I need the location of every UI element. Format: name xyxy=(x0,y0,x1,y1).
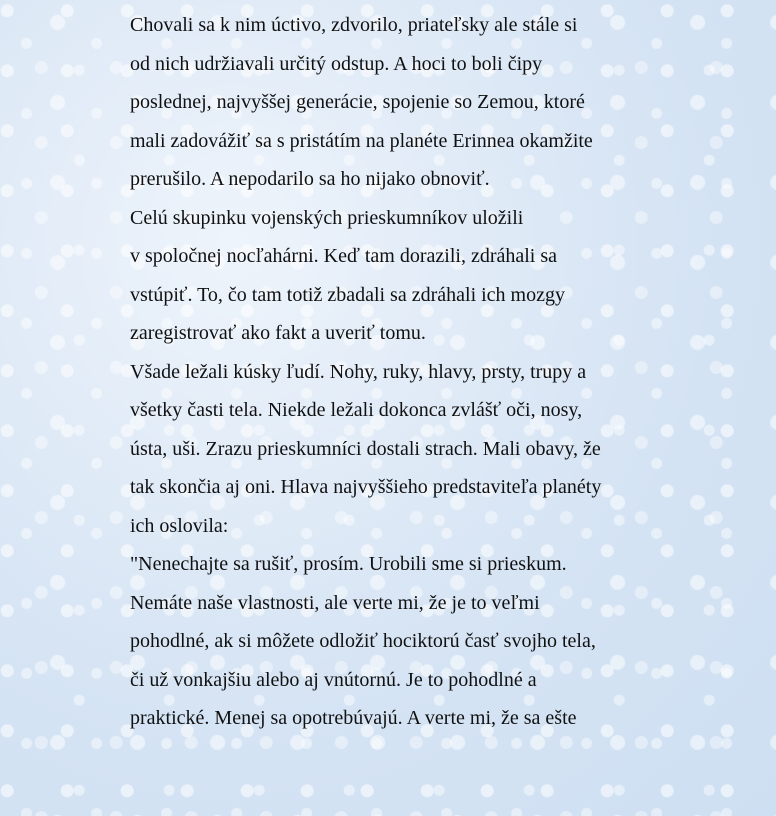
text-line: Chovali sa k nim úctivo, zdvorilo, priateľsky ale stále si xyxy=(130,14,578,36)
text-line: od nich udržiavali určitý odstup. A hoci to boli čipy xyxy=(130,52,543,75)
text-line: pohodlné, ak si môžete odložiť hociktorú časť svojho tela, xyxy=(130,630,596,652)
text-line: Celú skupinku vojenských prieskumníkov uložili xyxy=(130,206,524,229)
text-line: vstúpiť. To, čo tam totiž zbadali sa zdráhali ich mozgy xyxy=(130,283,565,306)
text-line: Všade ležali kúsky ľudí. Nohy, ruky, hlavy, prsty, trupy a xyxy=(130,360,587,383)
text-line: zaregistrovať ako fakt a uveriť tomu. xyxy=(130,322,426,344)
text-line: všetky časti tela. Niekde ležali dokonca zvlášť oči, nosy, xyxy=(130,399,583,421)
text-line: tak skončia aj oni. Hlava najvyššieho predstaviteľa planéty xyxy=(130,476,602,498)
text-line: mali zadovážiť sa s pristátím na planéte Erinnea okamžite xyxy=(130,129,593,152)
text-line: či už vonkajšiu alebo aj vnútornú. Je to pohodlné a xyxy=(130,668,537,691)
text-line: "Nenechajte sa rušiť, prosím. Urobili sme si prieskum. xyxy=(130,553,567,575)
text-line: ich oslovila: xyxy=(130,514,229,537)
text-line: poslednej, najvyššej generácie, spojenie so Zemou, ktoré xyxy=(130,91,585,113)
text-line: praktické. Menej sa opotrebúvajú. A verte mi, že sa ešte xyxy=(130,707,577,729)
text-line: Nemáte naše vlastnosti, ale verte mi, že je to veľmi xyxy=(130,591,540,614)
text-line: prerušilo. A nepodarilo sa ho nijako obnoviť. xyxy=(130,168,490,190)
story-text xyxy=(130,6,690,738)
text-line: v spoločnej nocľahárni. Keď tam dorazili, zdráhali sa xyxy=(130,245,558,267)
text-line: ústa, uši. Zrazu prieskumníci dostali strach. Mali obavy, že xyxy=(130,437,601,460)
